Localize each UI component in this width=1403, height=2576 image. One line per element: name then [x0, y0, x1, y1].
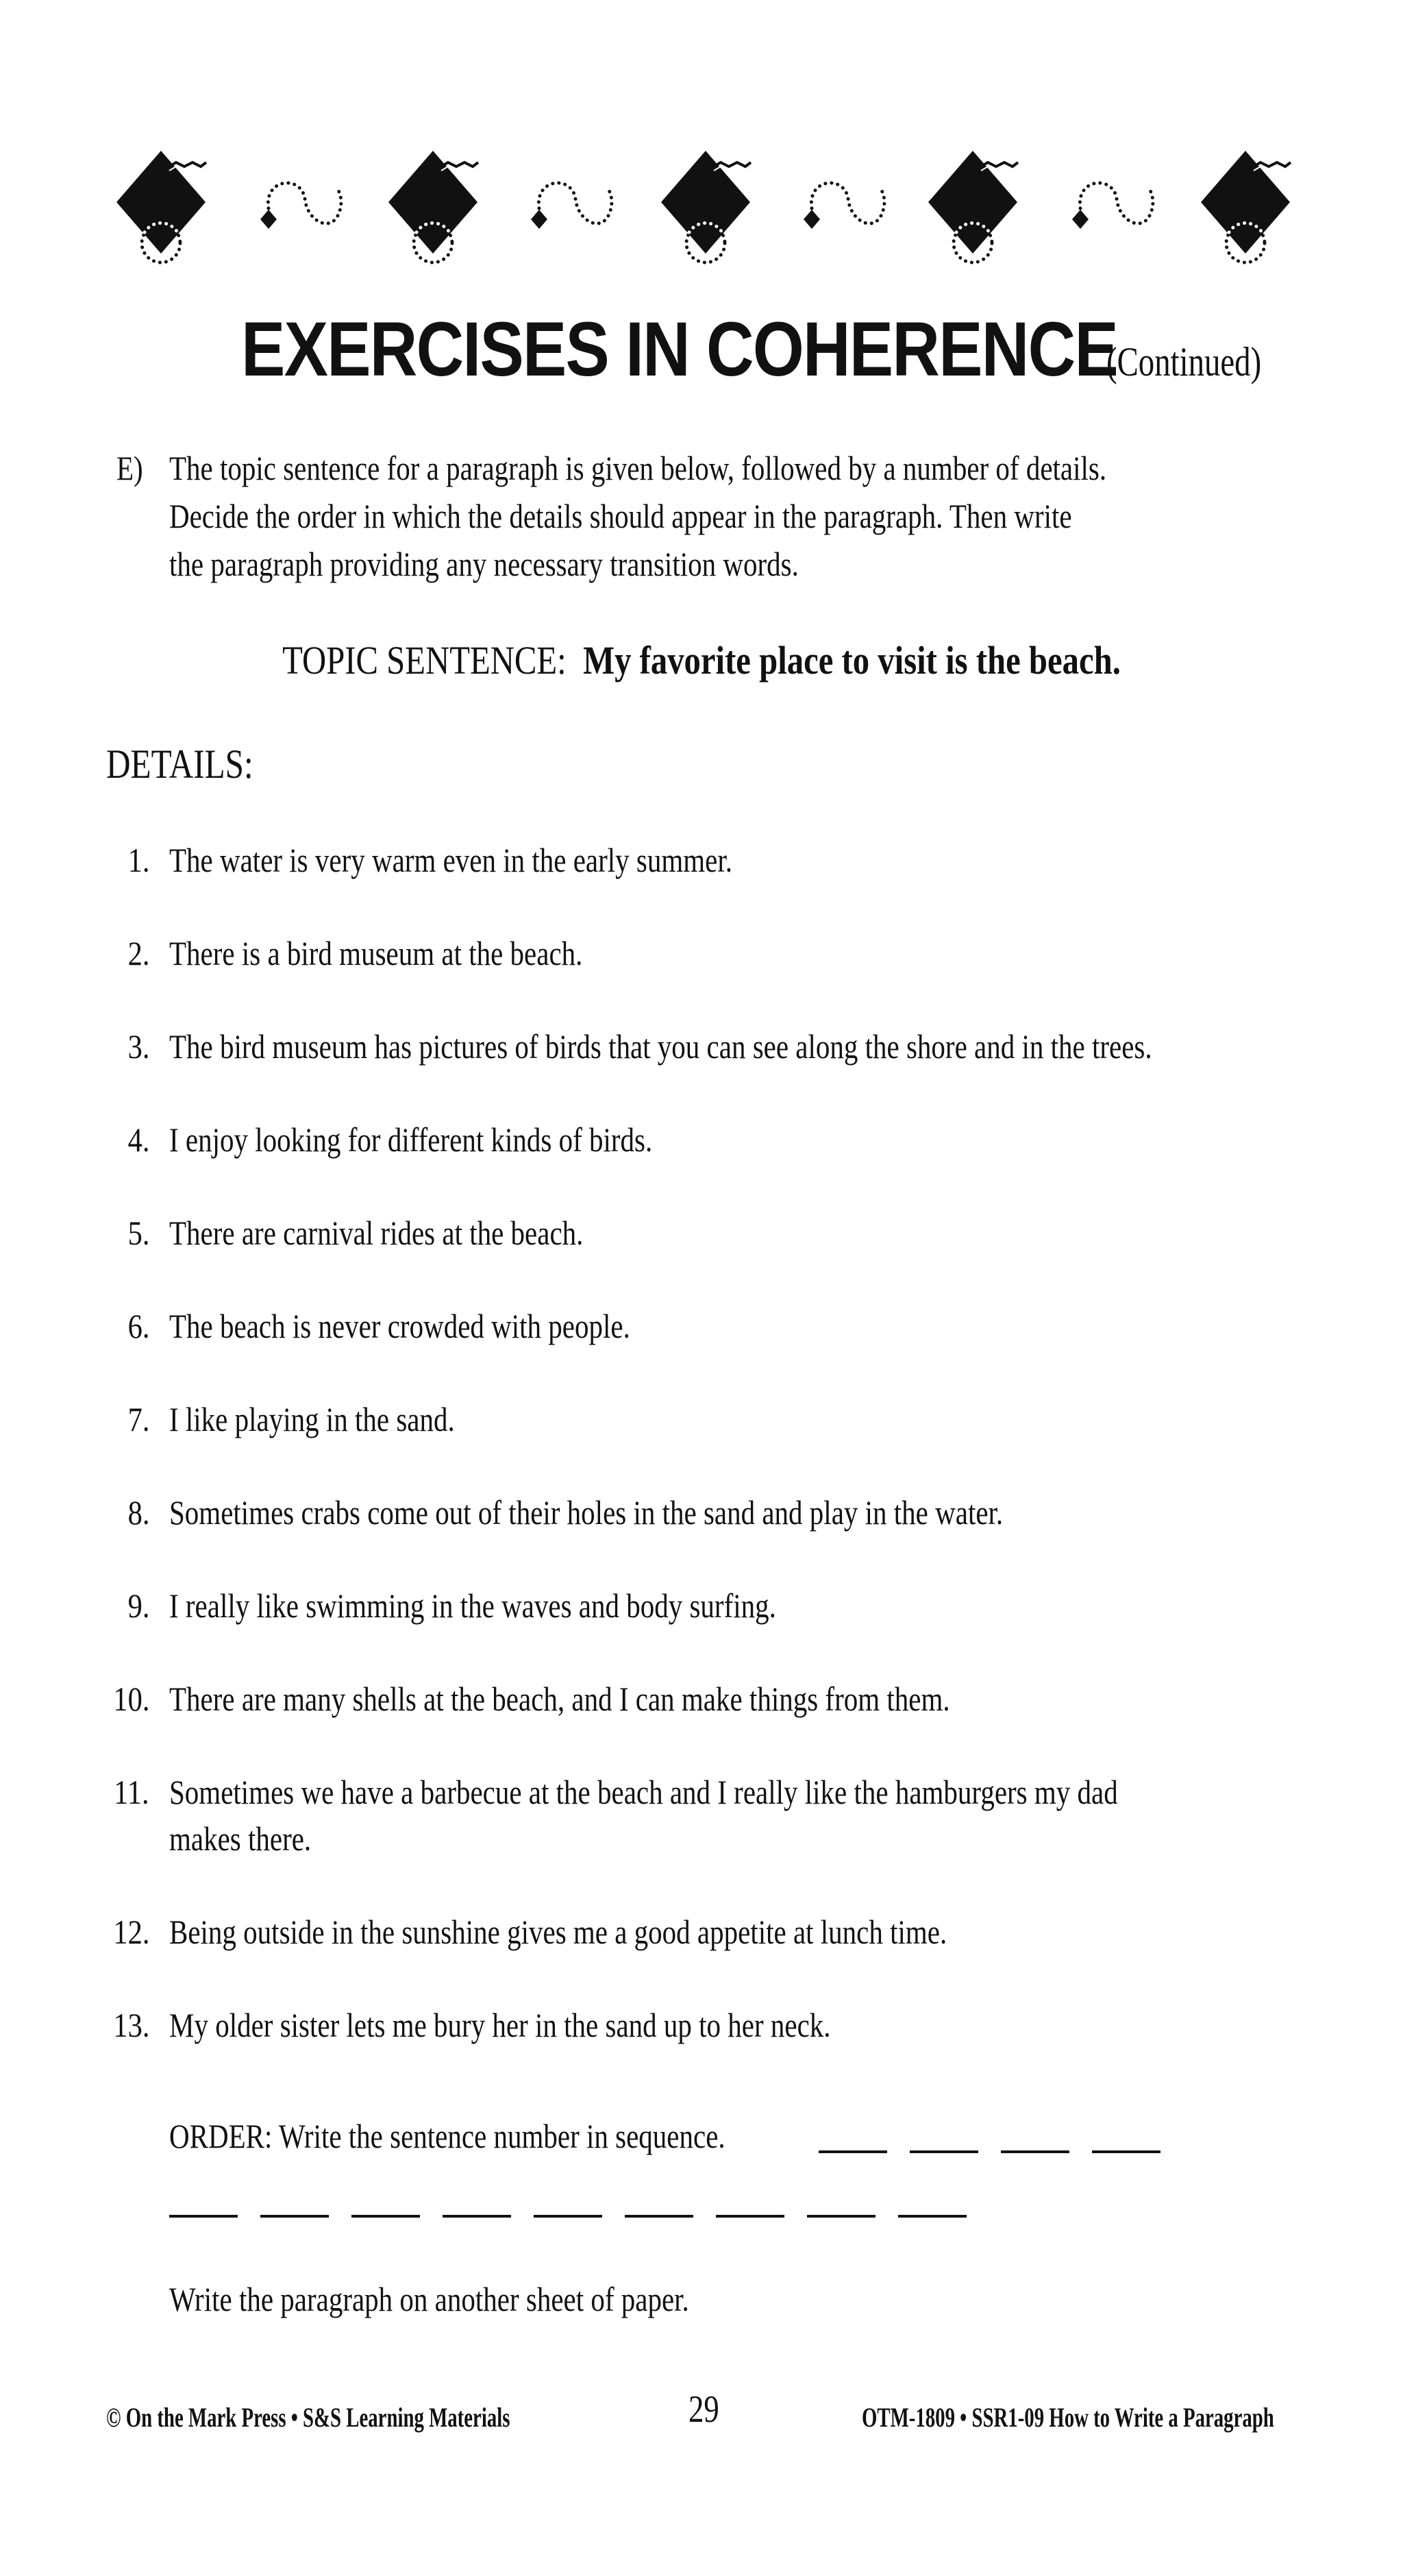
detail-number: 1.	[127, 841, 149, 879]
detail-text: I enjoy looking for different kinds of birds.	[169, 1120, 653, 1159]
instruction-line: The topic sentence for a paragraph is given below, followed by a number of details.	[169, 449, 1107, 487]
detail-item	[0, 1772, 1403, 1861]
exercise-label: E)	[116, 449, 143, 487]
detail-number: 9.	[127, 1586, 149, 1625]
detail-number: 8.	[127, 1493, 149, 1532]
detail-text: My older sister lets me bury her in the sand up to her neck.	[169, 2006, 831, 2044]
detail-item	[0, 1120, 1403, 1161]
order-instruction: ORDER: Write the sentence number in sequence.	[169, 2117, 725, 2155]
detail-number: 6.	[127, 1307, 149, 1345]
detail-item	[0, 1027, 1403, 1068]
detail-number: 10.	[112, 1680, 149, 1718]
detail-text: There are many shells at the beach, and I can make things from them.	[169, 1680, 950, 1718]
detail-text: I really like swimming in the waves and body surfing.	[169, 1586, 776, 1625]
order-blank-13[interactable]	[898, 2215, 967, 2218]
title-continued: (Continued)	[1106, 339, 1261, 384]
page-title	[0, 305, 1403, 393]
order-blank-11[interactable]	[716, 2215, 784, 2218]
order-blank-2[interactable]	[910, 2150, 978, 2153]
detail-number: 11.	[114, 1773, 149, 1811]
detail-number: 5.	[127, 1214, 149, 1252]
detail-item	[0, 933, 1403, 974]
order-blank-6[interactable]	[260, 2215, 329, 2218]
order-blank-7[interactable]	[351, 2215, 420, 2218]
detail-item	[0, 1399, 1403, 1440]
detail-number: 7.	[127, 1400, 149, 1438]
final-instruction: Write the paragraph on another sheet of paper.	[169, 2280, 689, 2318]
detail-number: 2.	[127, 934, 149, 972]
detail-item	[0, 840, 1403, 881]
detail-item	[0, 1679, 1403, 1720]
footer-copyright: © On the Mark Press • S&S Learning Materials	[106, 2402, 510, 2433]
detail-text: The bird museum has pictures of birds that you can see along the shore and in the trees.	[169, 1027, 1152, 1066]
order-blank-1[interactable]	[819, 2150, 887, 2153]
detail-item	[0, 2005, 1403, 2046]
instruction-line: Decide the order in which the details should appear in the paragraph. Then write	[169, 497, 1072, 535]
footer-product-code: OTM-1809 • SSR1-09 How to Write a Paragraph	[862, 2402, 1274, 2433]
order-blank-4[interactable]	[1092, 2150, 1160, 2153]
detail-item	[0, 1586, 1403, 1627]
order-blank-9[interactable]	[534, 2215, 602, 2218]
topic-sentence-label: TOPIC SENTENCE:	[282, 638, 567, 683]
detail-item	[0, 1493, 1403, 1534]
detail-number: 13.	[112, 2006, 149, 2044]
detail-number: 12.	[112, 1913, 149, 1951]
detail-text-continued: makes there.	[169, 1819, 312, 1858]
topic-sentence-text: My favorite place to visit is the beach.	[583, 638, 1121, 683]
detail-text: There are carnival rides at the beach.	[169, 1214, 584, 1252]
detail-text: Sometimes crabs come out of their holes in the sand and play in the water.	[169, 1493, 1004, 1532]
detail-item	[0, 1306, 1403, 1347]
topic-sentence	[112, 637, 1291, 683]
detail-item	[0, 1912, 1403, 1953]
page-number: 29	[688, 2388, 719, 2431]
title-main: EXERCISES IN COHERENCE	[240, 306, 1117, 392]
detail-text: There is a bird museum at the beach.	[169, 934, 583, 972]
detail-text: Being outside in the sunshine gives me a good appetite at lunch time.	[169, 1913, 947, 1951]
decorative-banner	[0, 137, 1403, 295]
order-blank-3[interactable]	[1001, 2150, 1069, 2153]
detail-item	[0, 1213, 1403, 1254]
detail-number: 3.	[127, 1027, 149, 1066]
detail-text: The water is very warm even in the early summer.	[169, 841, 732, 879]
order-blank-10[interactable]	[625, 2215, 693, 2218]
detail-text: Sometimes we have a barbecue at the beach and I really like the hamburgers my dad	[169, 1773, 1118, 1811]
detail-text: The beach is never crowded with people.	[169, 1307, 630, 1345]
order-blank-8[interactable]	[443, 2215, 511, 2218]
detail-number: 4.	[127, 1120, 149, 1159]
order-blank-12[interactable]	[807, 2215, 876, 2218]
details-heading: DETAILS:	[106, 741, 253, 787]
order-blank-5[interactable]	[169, 2215, 238, 2218]
detail-text: I like playing in the sand.	[169, 1400, 455, 1438]
graduation-cap-banner-icon	[0, 137, 1403, 295]
instruction-line: the paragraph providing any necessary transition words.	[169, 545, 799, 583]
